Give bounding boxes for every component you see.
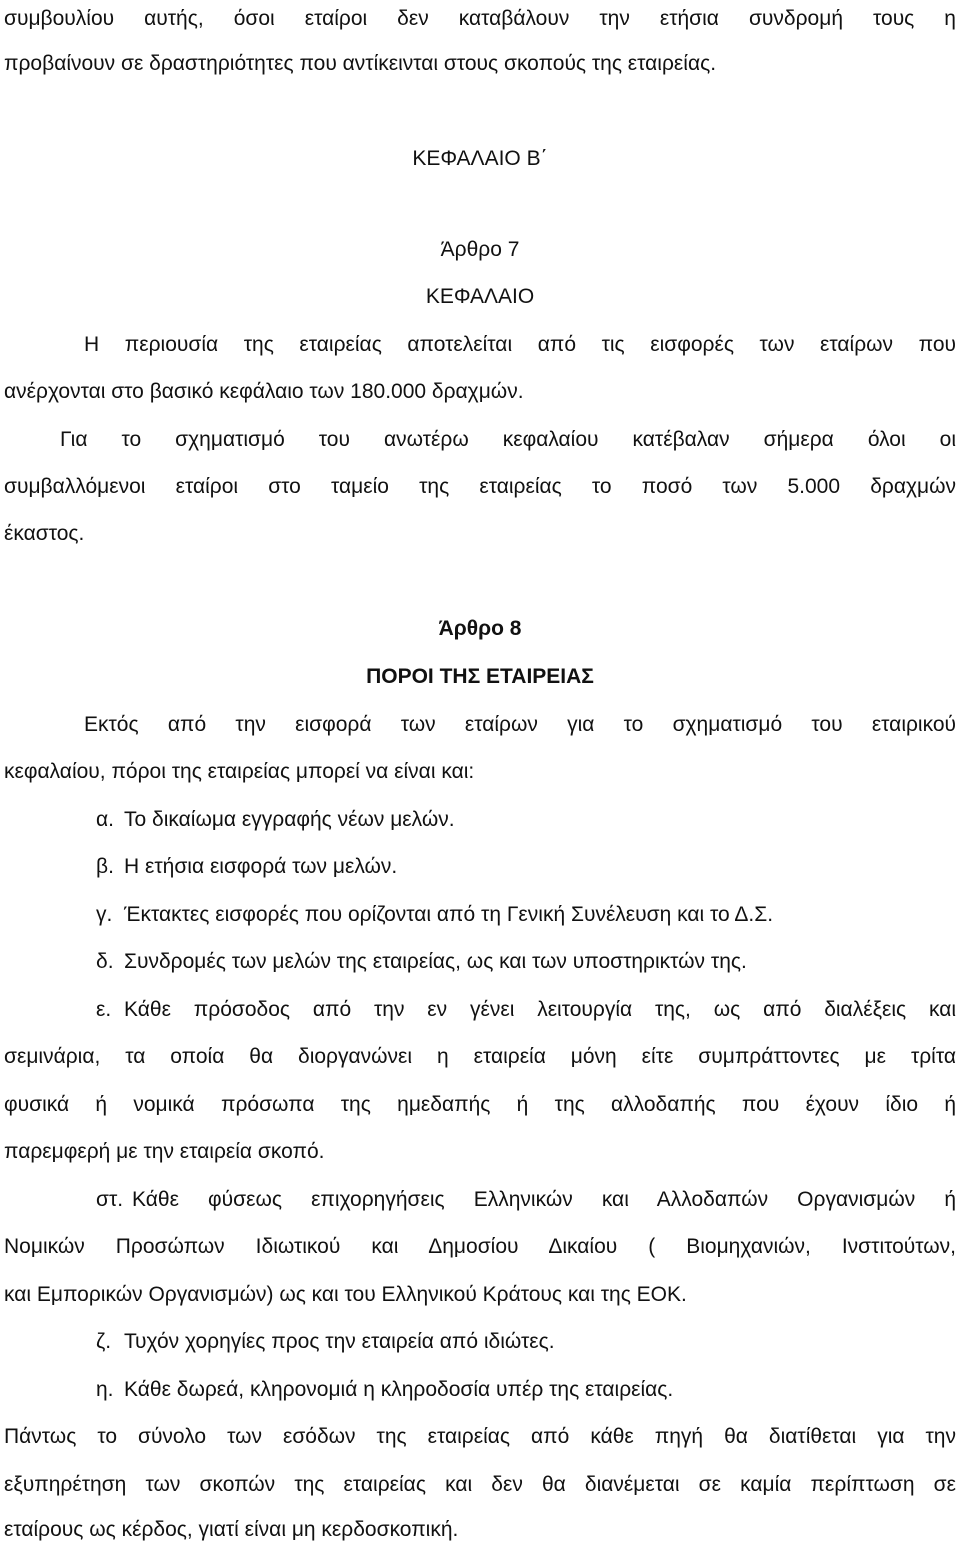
body-text-line: κεφαλαίου, πόροι της εταιρείας μπορεί να είναι και: (4, 760, 475, 783)
list-item-text: Τυχόν χορηγίες προς την εταιρεία από ιδιώτες. (124, 1330, 555, 1353)
list-item-text: Έκτακτες εισφορές που ορίζονται από τη Γενική Συνέλευση και το Δ.Σ. (124, 903, 774, 926)
body-text-line: Η περιουσία της εταιρείας αποτελείται από τις εισφορές των εταίρων που (84, 333, 956, 356)
list-item (96, 995, 956, 1025)
body-text-line: και Εμπορικών Οργανισμών) ως και του Ελληνικού Κράτους και της ΕΟΚ. (4, 1283, 687, 1306)
list-item (96, 1185, 956, 1215)
list-item-text: Το δικαίωμα εγγραφής νέων μελών. (124, 808, 455, 831)
article-8-heading: Άρθρο 8 (438, 617, 522, 640)
list-item-marker: γ. (96, 903, 113, 926)
body-text-line: εταίρους ως κέρδος, γιατί είναι μη κερδοσκοπική. (4, 1518, 459, 1541)
body-text-line: εξυπηρέτηση των σκοπών της εταιρείας και δεν θα διανέμεται σε καμία περίπτωση σε (4, 1473, 956, 1496)
list-item (96, 900, 956, 930)
body-text-line: Εκτός από την εισφορά των εταίρων για το σχηματισμό του εταιρικού (84, 713, 956, 736)
list-item-marker: β. (96, 855, 114, 878)
list-item-text: Κάθε πρόσοδος από την εν γένει λειτουργία της, ως από διαλέξεις και (124, 998, 956, 1021)
article-7-subheading: ΚΕΦΑΛΑΙΟ (425, 285, 535, 308)
list-item-text: Κάθε δωρεά, κληρονομιά η κληροδοσία υπέρ της εταιρείας. (124, 1378, 674, 1401)
body-text-line: συμβουλίου αυτής, όσοι εταίροι δεν καταβάλουν την ετήσια συνδρομή τους η (4, 7, 956, 30)
list-item-marker: η. (96, 1378, 114, 1401)
body-text-line: Πάντως το σύνολο των εσόδων της εταιρείας από κάθε πηγή θα διατίθεται για την (4, 1425, 956, 1448)
list-item-marker: δ. (96, 950, 114, 973)
list-item-text: Η ετήσια εισφορά των μελών. (124, 855, 398, 878)
list-item (96, 1327, 956, 1357)
list-item-marker: στ. (96, 1188, 124, 1211)
list-item-text: Συνδρομές των μελών της εταιρείας, ως και των υποστηρικτών της. (124, 950, 747, 973)
body-text-line: έκαστος. (4, 522, 85, 545)
body-text-line: σεμινάρια, τα οποία θα διοργανώνει η εταιρεία μόνη είτε συμπράττοντες με τρίτα (4, 1045, 956, 1068)
list-item-marker: ε. (96, 998, 112, 1021)
body-text-line: Για το σχηματισμό του ανωτέρω κεφαλαίου κατέβαλαν σήμερα όλοι οι (60, 428, 956, 451)
body-text-line: παρεμφερή με την εταιρεία σκοπό. (4, 1140, 325, 1163)
list-item-marker: ζ. (96, 1330, 112, 1353)
body-text-line: Νομικών Προσώπων Ιδιωτικού και Δημοσίου Δικαίου ( Βιομηχανιών, Ινστιτούτων, (4, 1235, 956, 1258)
body-text-line: φυσικά ή νομικά πρόσωπα της ημεδαπής ή της αλλοδαπής που έχουν ίδιο ή (4, 1093, 956, 1116)
body-text-line: προβαίνουν σε δραστηριότητες που αντίκεινται στους σκοπούς της εταιρείας. (4, 52, 717, 75)
article-8-subheading: ΠΟΡΟΙ ΤΗΣ ΕΤΑΙΡΕΙΑΣ (366, 665, 594, 688)
list-item (96, 1375, 956, 1405)
list-item (96, 805, 956, 835)
body-text-line: συμβαλλόμενοι εταίροι στο ταμείο της εταιρείας το ποσό των 5.000 δραχμών (4, 475, 956, 498)
chapter-title: ΚΕΦΑΛΑΙΟ Β΄ (412, 147, 548, 170)
list-item (96, 852, 956, 882)
list-item (96, 947, 956, 977)
list-item-text: Κάθε φύσεως επιχορηγήσεις Ελληνικών και Αλλοδαπών Οργανισμών ή (132, 1188, 956, 1211)
article-7-heading: Άρθρο 7 (440, 238, 520, 261)
body-text-line: ανέρχονται στο βασικό κεφάλαιο των 180.000 δραχμών. (4, 380, 524, 403)
list-item-marker: α. (96, 808, 114, 831)
